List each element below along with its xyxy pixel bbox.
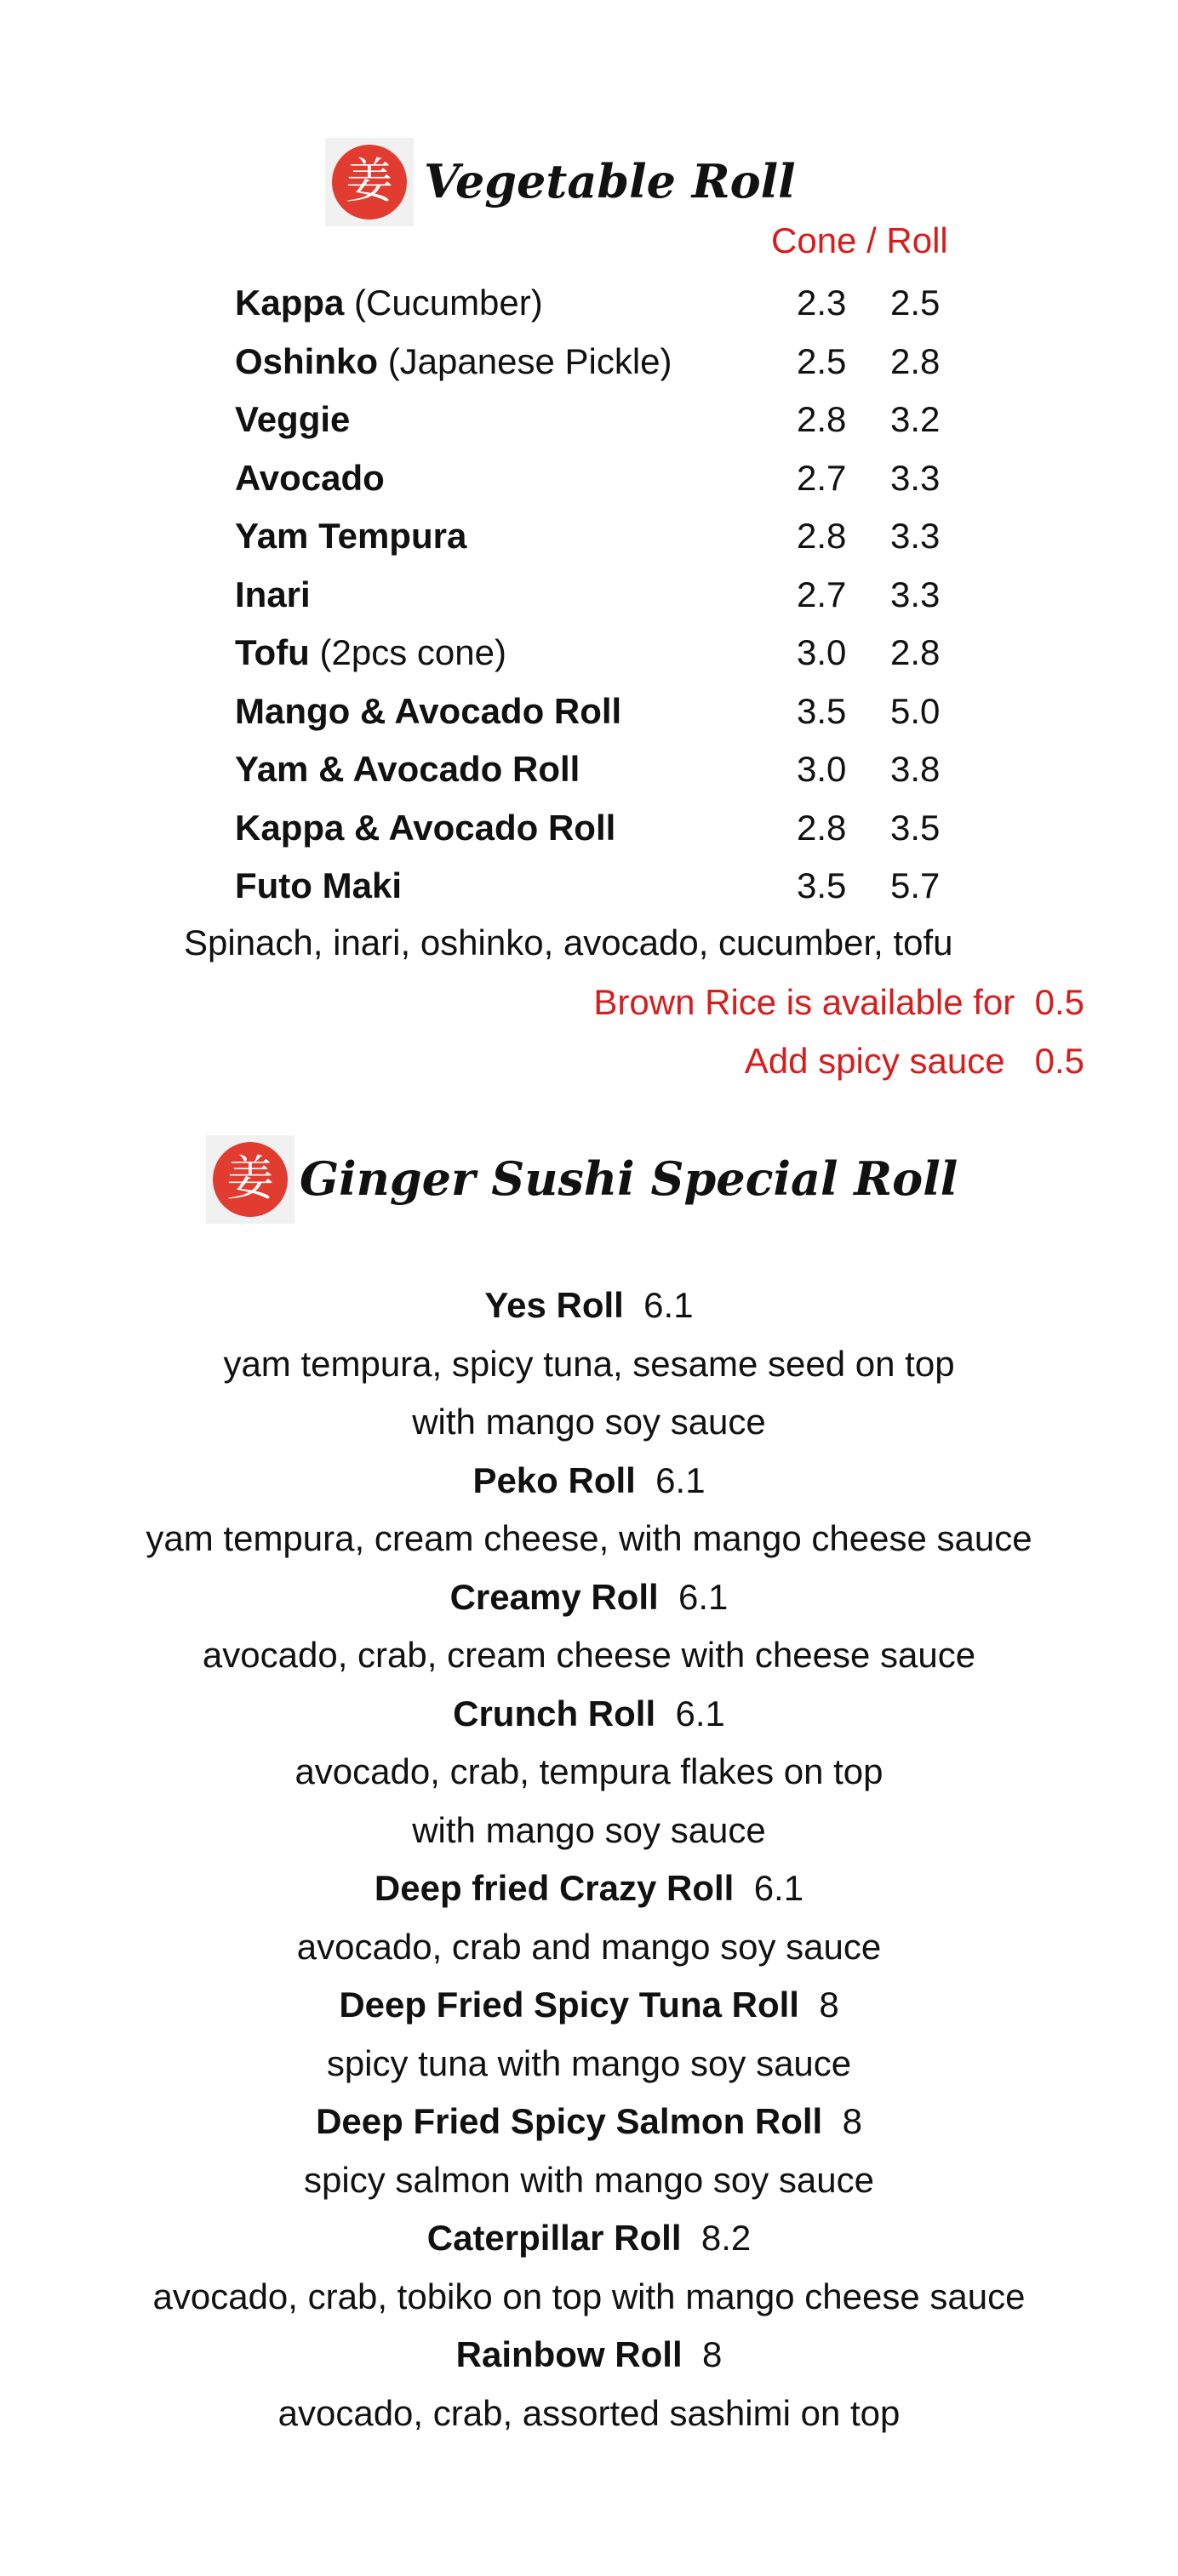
veg-roll-row: [235, 507, 1001, 566]
vegetable-roll-list: [235, 274, 1001, 916]
spacer: [734, 1868, 753, 1908]
spacer: [799, 1985, 819, 2025]
special-roll-heading: [0, 1685, 1178, 1744]
roll-price: 3.8: [890, 749, 941, 789]
special-roll-heading: [0, 2093, 1178, 2151]
item-name: Inari: [235, 574, 311, 614]
special-roll-description: yam tempura, spicy tuna, sesame seed on top: [223, 1343, 955, 1384]
special-roll-description: avocado, crab, assorted sashimi on top: [277, 2392, 901, 2433]
extra-label: Add spicy sauce: [744, 1041, 1005, 1081]
spacer: [683, 2334, 702, 2374]
brown-rice-extra: [593, 979, 1084, 1026]
item-name: Futo Maki: [235, 865, 402, 905]
special-roll-heading: [0, 1859, 1178, 1918]
spacer: [636, 1460, 655, 1500]
special-roll-name: Caterpillar Roll: [426, 2218, 682, 2258]
roll-price: 3.5: [890, 807, 941, 848]
special-roll-heading: [0, 1277, 1178, 1335]
cone-price: 2.7: [797, 457, 847, 498]
veg-roll-row: [235, 566, 1001, 625]
veg-roll-row: [235, 799, 1001, 858]
special-roll-description: with mango soy sauce: [412, 1809, 766, 1850]
veg-roll-row: [235, 391, 1001, 449]
roll-price: 3.3: [890, 516, 941, 556]
cone-price: 2.8: [797, 807, 847, 848]
cone-price: 3.0: [797, 749, 847, 789]
item-name: Kappa: [235, 283, 345, 323]
veg-roll-row: [235, 683, 1001, 741]
special-roll-heading: [0, 1976, 1178, 2035]
special-roll-description: avocado, crab and mango soy sauce: [296, 1926, 882, 1967]
veg-roll-row: [235, 274, 1001, 333]
special-roll-price: 8: [819, 1985, 839, 2025]
cone-price: 2.5: [797, 340, 847, 381]
ginger-logo-icon: [325, 138, 414, 226]
roll-price: 5.0: [890, 690, 941, 731]
spacer: [822, 2101, 842, 2141]
special-roll-description: spicy tuna with mango soy sauce: [326, 2042, 852, 2083]
vegetable-roll-title: Vegetable Roll: [424, 154, 796, 208]
veg-roll-row: [235, 624, 1001, 683]
veg-roll-row: [235, 857, 1001, 916]
item-name: Yam Tempura: [235, 516, 467, 556]
roll-price: 2.8: [890, 632, 941, 672]
special-roll-price: 8: [701, 2334, 723, 2374]
item-name: Mango & Avocado Roll: [235, 690, 622, 731]
special-roll-price: 6.1: [655, 1459, 706, 1500]
special-roll-heading: [0, 2326, 1178, 2385]
special-roll-description: spicy salmon with mango soy sauce: [304, 2159, 874, 2200]
logo-disc: [213, 1142, 288, 1217]
cone-price: 3.5: [797, 690, 847, 731]
roll-price: 3.3: [890, 457, 941, 498]
special-roll-description: avocado, crab, tobiko on top with mango cheese sauce: [152, 2276, 1026, 2316]
item-name: Oshinko: [235, 340, 379, 381]
special-roll-heading: [0, 1452, 1178, 1511]
spacer: [624, 1285, 643, 1325]
cone-price: 3.5: [797, 865, 847, 905]
special-roll-name: Deep Fried Spicy Salmon Roll: [316, 2101, 823, 2141]
special-roll-price: 6.1: [753, 1868, 804, 1908]
logo-disc: [332, 145, 407, 220]
cone-price: 2.8: [797, 516, 847, 556]
roll-price: 2.8: [890, 340, 941, 381]
special-roll-description: yam tempura, cream cheese, with mango cheese sauce: [146, 1518, 1032, 1558]
special-roll-name: Creamy Roll: [449, 1576, 659, 1617]
item-note: (2pcs cone): [309, 632, 506, 672]
roll-price: 3.2: [890, 399, 941, 439]
special-roll-description: avocado, crab, tempura flakes on top: [294, 1751, 884, 1791]
special-roll-heading: [0, 2209, 1178, 2268]
cone-price: 3.0: [797, 632, 847, 672]
veg-roll-row: [235, 740, 1001, 799]
veg-roll-row: [235, 449, 1001, 508]
spacer: [659, 1577, 678, 1617]
special-roll-price: 8.2: [701, 2218, 752, 2258]
item-name: Yam & Avocado Roll: [235, 749, 580, 789]
veg-roll-row: [235, 333, 1001, 391]
special-roll-price: 8: [842, 2101, 862, 2141]
extra-label: Brown Rice is available for: [593, 982, 1015, 1022]
special-roll-name: Crunch Roll: [453, 1693, 656, 1734]
special-roll-name: Yes Roll: [484, 1285, 624, 1325]
extra-price: 0.5: [1034, 1041, 1084, 1081]
ginger-logo-icon: [206, 1135, 294, 1224]
cone-roll-header: Cone / Roll: [771, 220, 948, 260]
special-roll-name: Peko Roll: [472, 1459, 636, 1500]
special-roll-description: avocado, crab, cream cheese with cheese sauce: [202, 1635, 976, 1675]
special-roll-price: 6.1: [675, 1693, 725, 1734]
special-roll-heading: [0, 1568, 1178, 1627]
item-name: Kappa & Avocado Roll: [235, 807, 616, 848]
cone-price: 2.3: [797, 283, 847, 323]
roll-price: 2.5: [890, 283, 941, 323]
item-name: Tofu: [235, 632, 310, 672]
special-roll-name: Deep fried Crazy Roll: [374, 1868, 735, 1908]
cone-price: 2.7: [797, 574, 847, 614]
item-note: (Japanese Pickle): [378, 340, 672, 381]
special-roll-price: 6.1: [678, 1576, 729, 1617]
special-roll-price: 6.1: [643, 1285, 694, 1325]
special-roll-description: with mango soy sauce: [412, 1402, 766, 1442]
futo-maki-description: Spinach, inari, oshinko, avocado, cucumber, tofu: [184, 922, 953, 962]
special-roll-title: Ginger Sushi Special Roll: [300, 1151, 958, 1206]
item-note: (Cucumber): [344, 283, 543, 323]
special-roll-name: Deep Fried Spicy Tuna Roll: [339, 1985, 799, 2025]
spacer: [655, 1694, 675, 1734]
spacer: [682, 2218, 701, 2258]
special-roll-name: Rainbow Roll: [455, 2334, 683, 2374]
roll-price: 5.7: [890, 865, 941, 905]
extra-price: 0.5: [1034, 982, 1084, 1022]
logo-glyph: 姜: [226, 1151, 274, 1207]
spicy-sauce-extra: [745, 1037, 1084, 1085]
special-roll-list: [0, 1277, 1178, 2442]
roll-price: 3.3: [890, 574, 941, 614]
item-name: Avocado: [235, 457, 385, 498]
cone-price: 2.8: [797, 399, 847, 439]
logo-glyph: 姜: [346, 154, 393, 209]
item-name: Veggie: [235, 399, 351, 439]
